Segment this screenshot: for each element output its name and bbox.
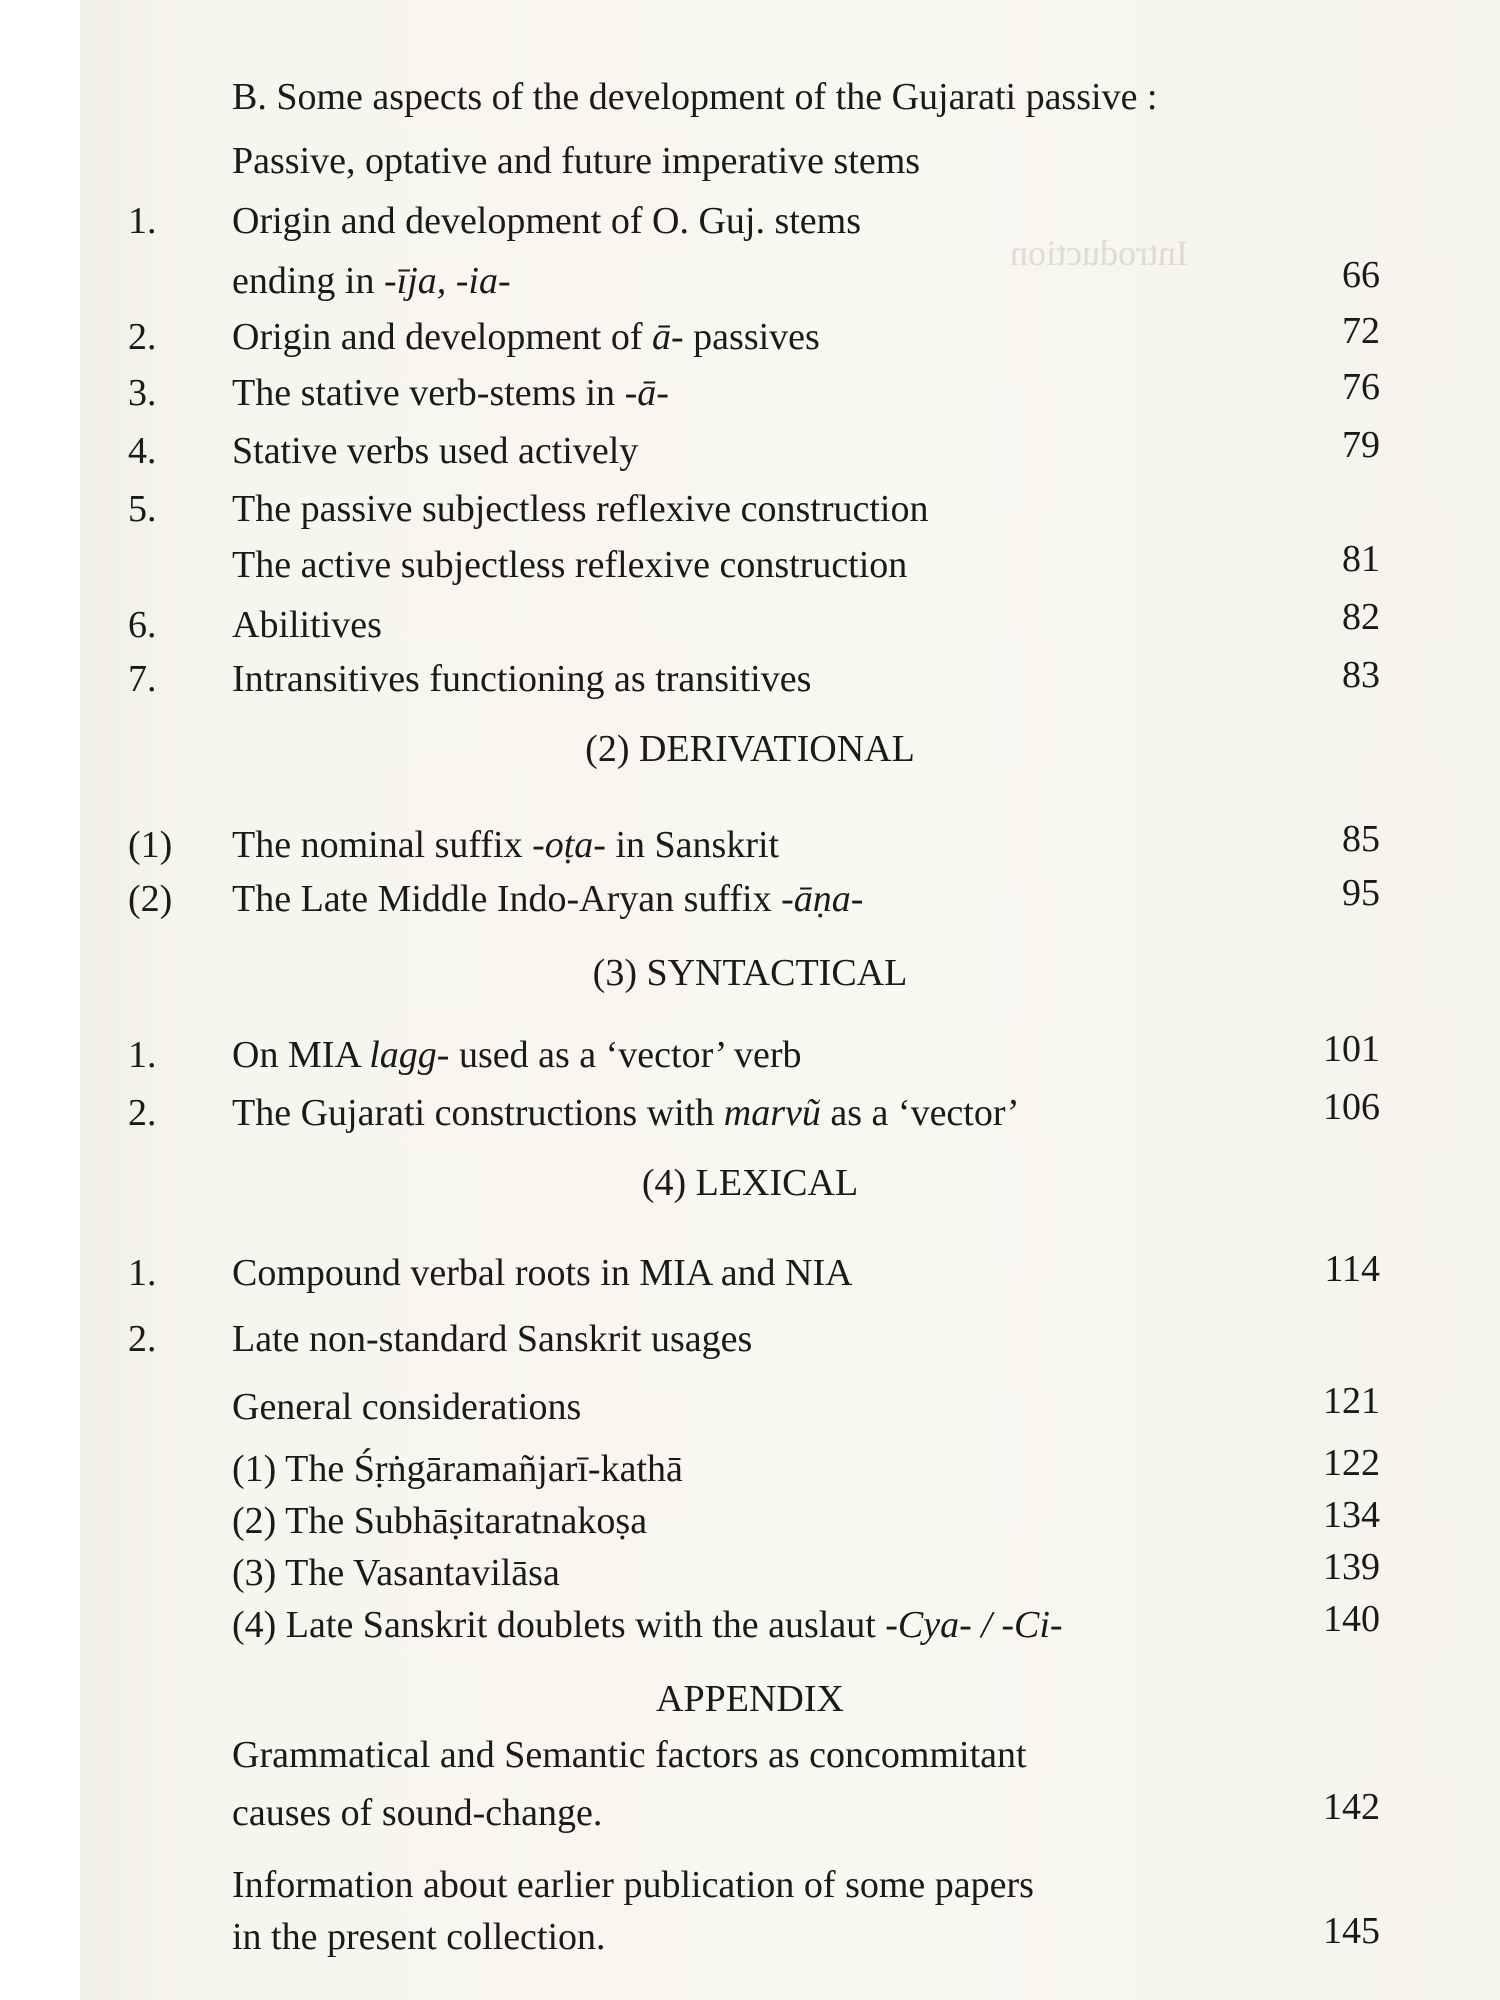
entry-page-number: 145 — [1323, 1910, 1380, 1952]
bleed-through-text: Introduction — [1010, 233, 1188, 273]
sub-entry-title: (1) The Śṛṅgāramañjarī-kathā — [232, 1448, 683, 1490]
entry-title-continued: ending in -īja, -ia- — [232, 260, 511, 302]
appendix-entry-title-continued: in the present collection. — [232, 1916, 606, 1958]
entry-title: The passive subjectless reflexive construction — [232, 488, 929, 530]
entry-number: 6. — [128, 604, 157, 646]
lexical-heading: (4) LEXICAL — [641, 1162, 859, 1204]
appendix-entry-title-continued: causes of sound-change. — [232, 1792, 603, 1834]
entry-page-number: 114 — [1324, 1248, 1380, 1290]
entry-number: 1. — [128, 1252, 157, 1294]
entry-page-number: 66 — [1342, 254, 1380, 296]
entry-number: 7. — [128, 658, 157, 700]
entry-number: 2. — [128, 1092, 157, 1134]
entry-title: Abilitives — [232, 604, 382, 646]
entry-page-number: 134 — [1323, 1494, 1380, 1536]
entry-number: 5. — [128, 488, 157, 530]
entry-number: 1. — [128, 1034, 157, 1076]
entry-page-number: 139 — [1323, 1546, 1380, 1588]
entry-page-number: 142 — [1323, 1786, 1380, 1828]
sub-entry-title: (3) The Vasantavilāsa — [232, 1552, 560, 1594]
entry-number: 1. — [128, 200, 157, 242]
entry-number: 3. — [128, 372, 157, 414]
entry-title: The Gujarati constructions with marvũ as a ‘vector’ — [232, 1092, 1020, 1134]
entry-page-number: 95 — [1342, 872, 1380, 914]
entry-number: (2) — [128, 878, 173, 920]
entry-title: Late non-standard Sanskrit usages — [232, 1318, 753, 1360]
entry-page-number: 140 — [1323, 1598, 1380, 1640]
entry-number: 2. — [128, 1318, 157, 1360]
entry-title: The Late Middle Indo-Aryan suffix -āṇa- — [232, 878, 864, 920]
entry-number: 4. — [128, 430, 157, 472]
entry-page-number: 79 — [1342, 424, 1380, 466]
entry-page-number: 76 — [1342, 366, 1380, 408]
entry-title: Compound verbal roots in MIA and NIA — [232, 1252, 853, 1294]
entry-title: Stative verbs used actively — [232, 430, 639, 472]
entry-number: 2. — [128, 316, 157, 358]
entry-page-number: 81 — [1342, 538, 1380, 580]
entry-title: The nominal suffix -oṭa- in Sanskrit — [232, 824, 780, 866]
entry-page-number: 106 — [1323, 1086, 1380, 1128]
syntactical-heading: (3) SYNTACTICAL — [592, 952, 908, 994]
appendix-entry-title: Information about earlier publication of some papers — [232, 1864, 1034, 1906]
entry-page-number: 122 — [1323, 1442, 1380, 1484]
entry-page-number: 85 — [1342, 818, 1380, 860]
entry-title-continued: The active subjectless reflexive construction — [232, 544, 908, 586]
entry-title: Origin and development of ā- passives — [232, 316, 820, 358]
entry-number: (1) — [128, 824, 173, 866]
section-b-subheading: Passive, optative and future imperative stems — [232, 140, 921, 182]
entry-page-number: 82 — [1342, 596, 1380, 638]
sub-entry-title: (4) Late Sanskrit doublets with the auslaut -Cya- / -Ci- — [232, 1604, 1063, 1646]
sub-entry-title: (2) The Subhāṣitaratnakoṣa — [232, 1500, 648, 1542]
entry-title: Origin and development of O. Guj. stems — [232, 200, 862, 242]
sub-entry-title: General considerations — [232, 1386, 582, 1428]
section-b-heading: B. Some aspects of the development of the Gujarati passive : — [232, 76, 1158, 118]
entry-page-number: 72 — [1342, 310, 1380, 352]
entry-page-number: 83 — [1342, 654, 1380, 696]
entry-title: The stative verb-stems in -ā- — [232, 372, 669, 414]
entry-page-number: 121 — [1323, 1380, 1380, 1422]
appendix-entry-title: Grammatical and Semantic factors as concommitant — [232, 1734, 1027, 1776]
entry-page-number: 101 — [1323, 1028, 1380, 1070]
entry-title: Intransitives functioning as transitives — [232, 658, 812, 700]
appendix-heading: APPENDIX — [656, 1678, 844, 1720]
derivational-heading: (2) DERIVATIONAL — [585, 728, 915, 770]
entry-title: On MIA lagg- used as a ‘vector’ verb — [232, 1034, 802, 1076]
